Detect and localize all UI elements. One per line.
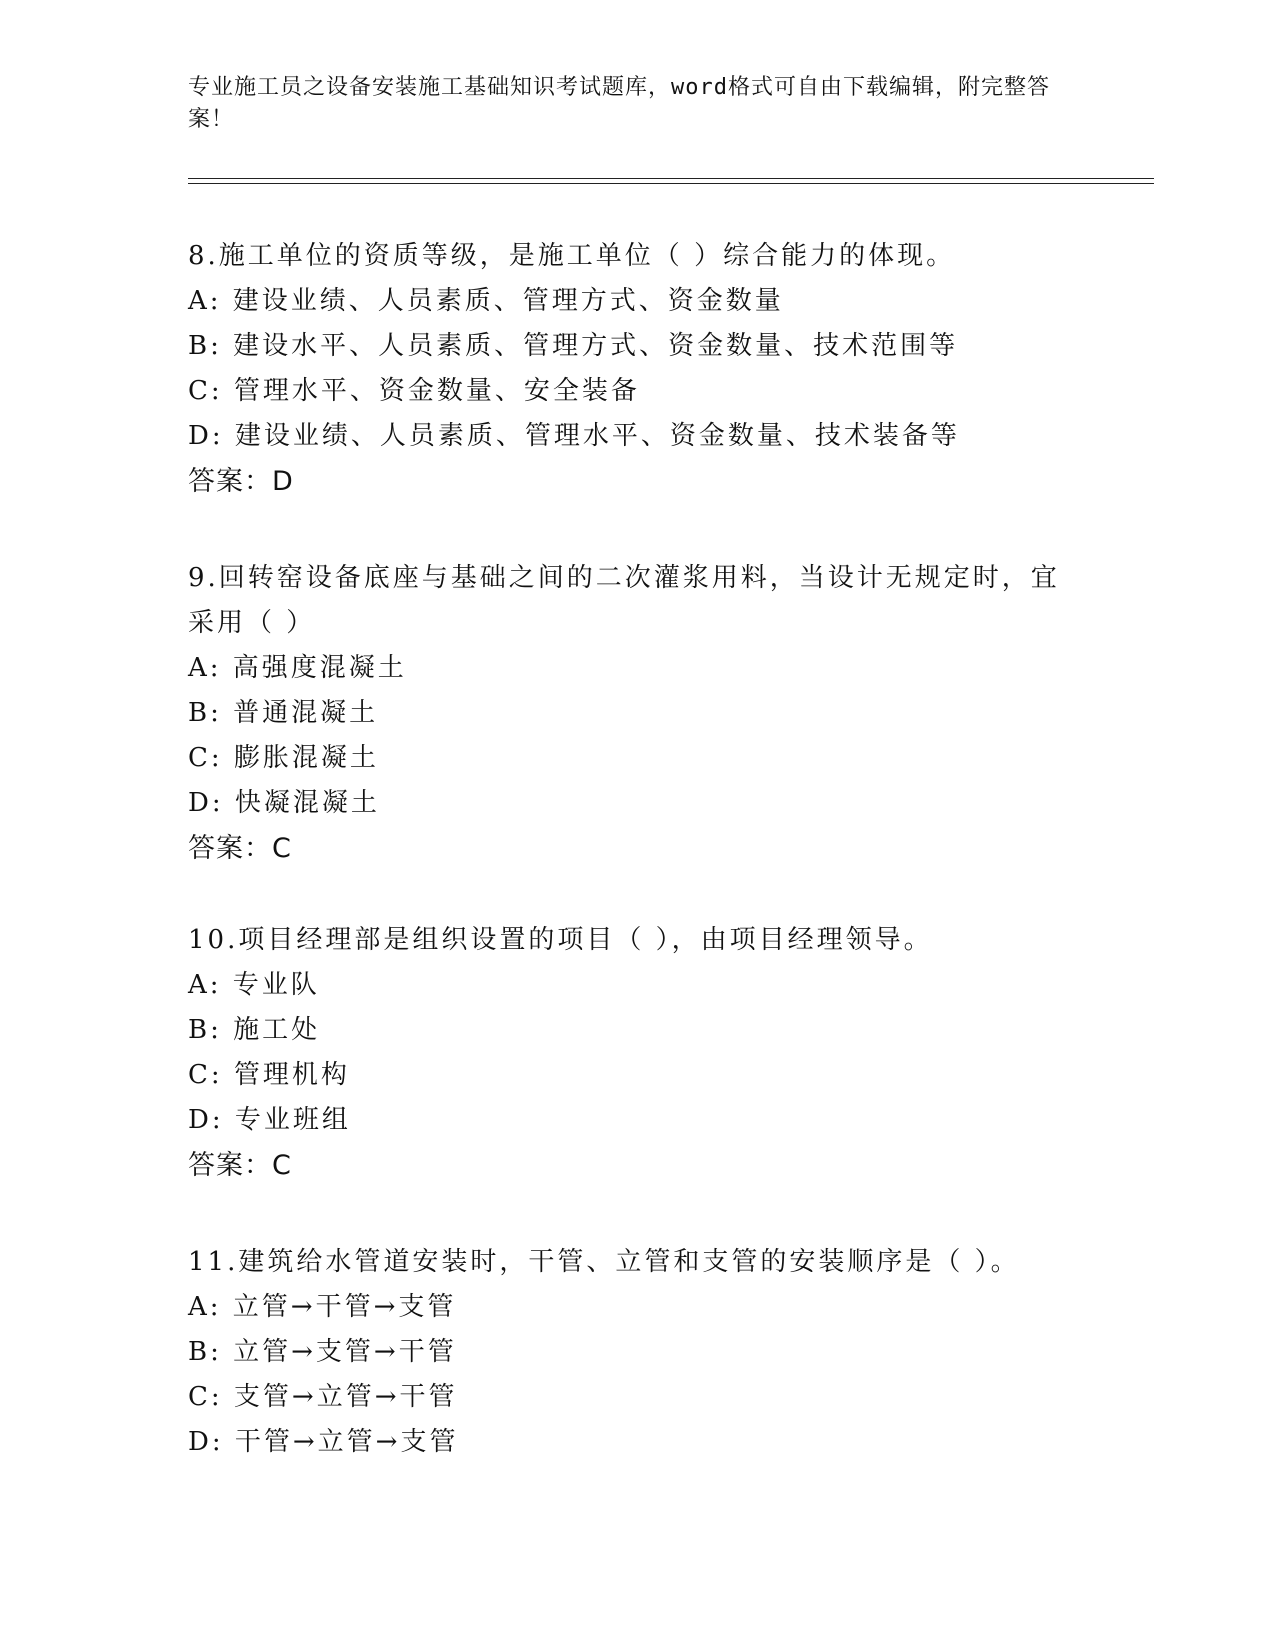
question-8 [188, 234, 1068, 504]
question-stem: 8.施工单位的资质等级，是施工单位（ ）综合能力的体现。 [188, 241, 956, 271]
option-d: D: 专业班组 [188, 1105, 351, 1135]
question-11 [188, 1240, 1068, 1465]
question-stem: 9.回转窑设备底座与基础之间的二次灌浆用料，当设计无规定时，宜采用（ ） [188, 563, 1060, 638]
option-a: A: 立管→干管→支管 [188, 1292, 457, 1322]
option-d: D: 建设业绩、人员素质、管理水平、资金数量、技术装备等 [188, 421, 960, 451]
header-divider-top [188, 178, 1154, 179]
question-9 [188, 556, 1068, 871]
option-d: D: 干管→立管→支管 [188, 1427, 459, 1457]
answer: 答案：D [188, 466, 294, 497]
question-stem: 10.项目经理部是组织设置的项目（ ），由项目经理领导。 [188, 925, 933, 955]
option-b: B: 普通混凝土 [188, 698, 379, 728]
answer: 答案：C [188, 1150, 292, 1181]
option-b: B: 立管→支管→干管 [188, 1337, 457, 1367]
option-a: A: 专业队 [188, 970, 320, 1000]
question-10 [188, 918, 1068, 1188]
option-b: B: 施工处 [188, 1015, 321, 1045]
document-header: 专业施工员之设备安装施工基础知识考试题库，word格式可自由下载编辑，附完整答案！ [188, 75, 1050, 132]
option-d: D: 快凝混凝土 [188, 788, 380, 818]
option-a: A: 建设业绩、人员素质、管理方式、资金数量 [188, 286, 784, 316]
option-c: C: 支管→立管→干管 [188, 1382, 458, 1412]
option-c: C: 管理水平、资金数量、安全装备 [188, 376, 640, 406]
option-c: C: 膨胀混凝土 [188, 743, 379, 773]
header-divider-bottom [188, 183, 1154, 184]
question-stem: 11.建筑给水管道安装时，干管、立管和支管的安装顺序是（ ）。 [188, 1247, 1020, 1277]
answer: 答案：C [188, 833, 292, 864]
option-c: C: 管理机构 [188, 1060, 350, 1090]
option-b: B: 建设水平、人员素质、管理方式、资金数量、技术范围等 [188, 331, 959, 361]
option-a: A: 高强度混凝土 [188, 653, 407, 683]
